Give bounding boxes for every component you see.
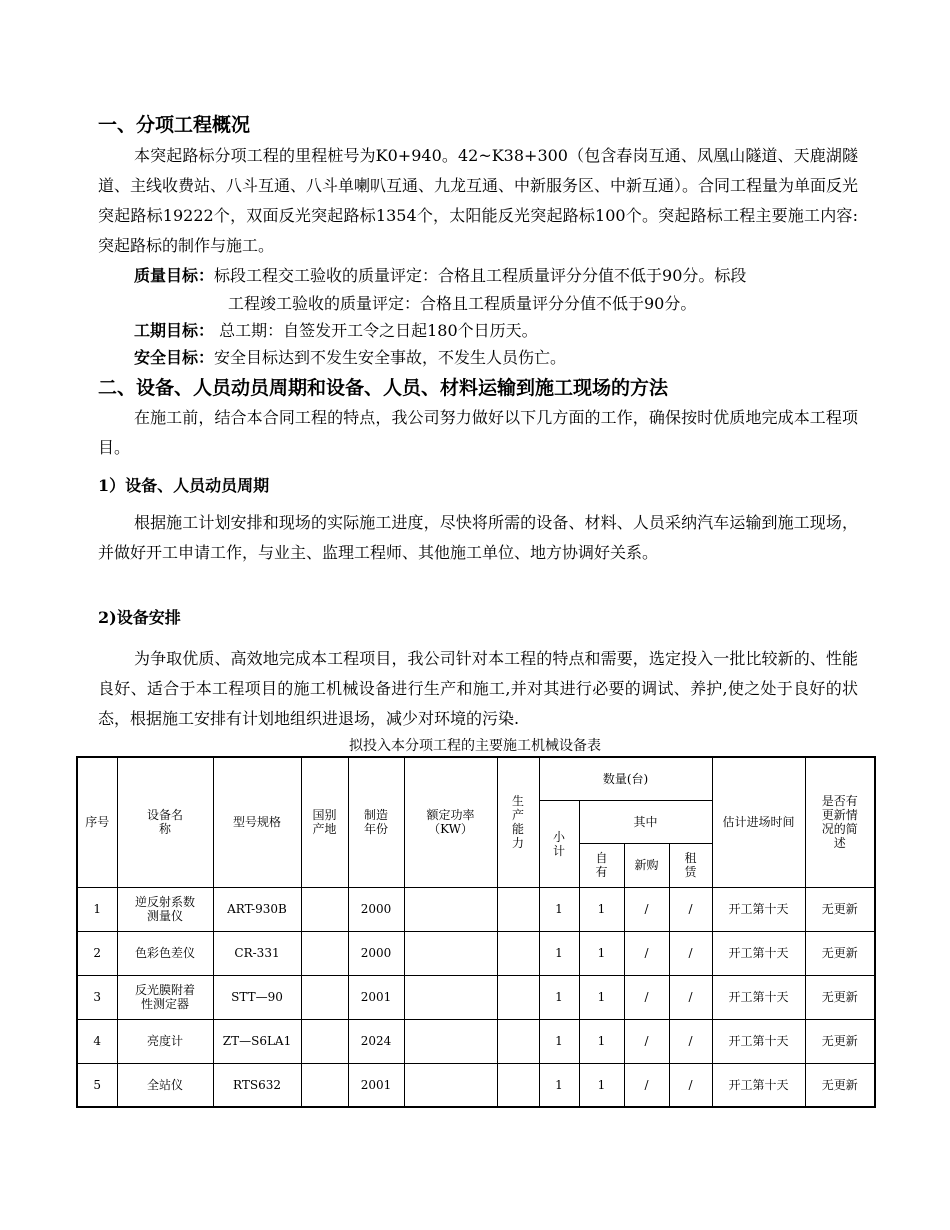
cell-model: CR-331 <box>213 931 301 975</box>
cell-year: 2001 <box>348 1063 404 1107</box>
cell-capacity <box>497 1063 539 1107</box>
header-origin: 国别产地 <box>301 757 348 887</box>
cell-entry: 开工第十天 <box>712 1063 805 1107</box>
header-subtotal: 小计 <box>539 800 579 887</box>
header-quantity: 数量(台) <box>539 757 712 800</box>
header-no: 序号 <box>77 757 117 887</box>
cell-no: 2 <box>77 931 117 975</box>
cell-lease: / <box>669 1063 712 1107</box>
header-name: 设备名称 <box>117 757 213 887</box>
cell-year: 2024 <box>348 1019 404 1063</box>
cell-capacity <box>497 975 539 1019</box>
subsection2-text: 为争取优质、高效地完成本工程项目，我公司针对本工程的特点和需要，选定投入一批比较新的、性能良好、适合于本工程项目的施工机械设备进行生产和施工,并对其进行必要的调试、养护,使之处于良好的状态，根据施工安排有计划地组织进退场，减少对环境的污染. <box>98 649 858 728</box>
cell-year: 2000 <box>348 887 404 931</box>
cell-model: ZT—S6LA1 <box>213 1019 301 1063</box>
cell-entry: 开工第十天 <box>712 931 805 975</box>
cell-own: 1 <box>579 1019 624 1063</box>
cell-own: 1 <box>579 887 624 931</box>
quality-goal-label: 质量目标： <box>134 266 215 285</box>
cell-no: 1 <box>77 887 117 931</box>
cell-updated: 无更新 <box>805 975 875 1019</box>
equipment-table <box>76 756 876 1108</box>
cell-name: 反光膜附着性测定器 <box>117 975 213 1019</box>
cell-subtotal: 1 <box>539 887 579 931</box>
header-model: 型号规格 <box>213 757 301 887</box>
safety-goal <box>134 343 566 373</box>
cell-year: 2001 <box>348 975 404 1019</box>
cell-new: / <box>624 975 669 1019</box>
cell-subtotal: 1 <box>539 931 579 975</box>
cell-new: / <box>624 887 669 931</box>
cell-updated: 无更新 <box>805 931 875 975</box>
cell-origin <box>301 1019 348 1063</box>
cell-new: / <box>624 931 669 975</box>
table-row <box>77 887 875 931</box>
section2-heading: 二、设备、人员动员周期和设备、人员、材料运输到施工现场的方法 <box>98 377 669 399</box>
subsection1-heading: 1）设备、人员动员周期 <box>98 476 270 495</box>
cell-no: 5 <box>77 1063 117 1107</box>
cell-own: 1 <box>579 975 624 1019</box>
header-updated: 是否有更新情况的简述 <box>805 757 875 887</box>
quality-goal-continued: 工程竣工验收的质量评定：合格且工程质量评分分值不低于90分。 <box>228 294 697 313</box>
cell-new: / <box>624 1063 669 1107</box>
cell-year: 2000 <box>348 931 404 975</box>
cell-power <box>404 931 497 975</box>
cell-subtotal: 1 <box>539 1063 579 1107</box>
cell-origin <box>301 887 348 931</box>
header-new: 新购 <box>624 843 669 887</box>
cell-updated: 无更新 <box>805 1019 875 1063</box>
cell-lease: / <box>669 931 712 975</box>
cell-lease: / <box>669 975 712 1019</box>
cell-new: / <box>624 1019 669 1063</box>
quality-goal <box>134 261 746 291</box>
cell-name: 全站仪 <box>117 1063 213 1107</box>
section2-intro: 在施工前，结合本合同工程的特点，我公司努力做好以下几方面的工作，确保按时优质地完成本工程项目。 <box>98 408 858 457</box>
cell-entry: 开工第十天 <box>712 887 805 931</box>
cell-own: 1 <box>579 1063 624 1107</box>
cell-subtotal: 1 <box>539 975 579 1019</box>
header-own: 自有 <box>579 843 624 887</box>
cell-entry: 开工第十天 <box>712 1019 805 1063</box>
cell-origin <box>301 1063 348 1107</box>
quality-goal-line1: 标段工程交工验收的质量评定：合格且工程质量评分分值不低于90分。标段 <box>214 266 747 285</box>
table-header-row-1 <box>77 757 875 800</box>
cell-subtotal: 1 <box>539 1019 579 1063</box>
cell-name: 色彩色差仪 <box>117 931 213 975</box>
cell-entry: 开工第十天 <box>712 975 805 1019</box>
header-of-which: 其中 <box>579 800 712 843</box>
cell-model: ART-930B <box>213 887 301 931</box>
header-power: 额定功率（KW） <box>404 757 497 887</box>
cell-model: RTS632 <box>213 1063 301 1107</box>
schedule-goal-text: 总工期：自签发开工令之日起180个日历天。 <box>214 321 538 340</box>
cell-capacity <box>497 1019 539 1063</box>
cell-name: 亮度计 <box>117 1019 213 1063</box>
cell-power <box>404 975 497 1019</box>
table-row <box>77 931 875 975</box>
cell-name: 逆反射系数测量仪 <box>117 887 213 931</box>
cell-model: STT—90 <box>213 975 301 1019</box>
cell-lease: / <box>669 887 712 931</box>
schedule-goal-label: 工期目标： <box>134 321 215 340</box>
cell-lease: / <box>669 1019 712 1063</box>
table-row <box>77 1019 875 1063</box>
cell-updated: 无更新 <box>805 1063 875 1107</box>
table-row <box>77 975 875 1019</box>
section1-heading: 一、分项工程概况 <box>98 114 251 136</box>
table-row <box>77 1063 875 1107</box>
cell-no: 3 <box>77 975 117 1019</box>
schedule-goal <box>134 316 538 346</box>
subsection1-text: 根据施工计划安排和现场的实际施工进度，尽快将所需的设备、材料、人员采纳汽车运输到施工现场，并做好开工申请工作，与业主、监理工程师、其他施工单位、地方协调好关系。 <box>98 513 858 562</box>
table-caption: 拟投入本分项工程的主要施工机械设备表 <box>349 738 601 754</box>
header-capacity: 生产能力 <box>497 757 539 887</box>
header-year: 制造年份 <box>348 757 404 887</box>
safety-goal-label: 安全目标： <box>134 348 215 367</box>
cell-power <box>404 1019 497 1063</box>
cell-origin <box>301 975 348 1019</box>
section1-intro: 本突起路标分项工程的里程桩号为K0+940。42~K38+300（包含春岗互通、凤凰山隧道、天鹿湖隧道、主线收费站、八斗互通、八斗单喇叭互通、九龙互通、中新服务区、中新互通）。合同工程量为单面反光突起路标19222个，双面反光突起路标1354个，太阳能反光突起路标100个。突起路标工程主要施工内容: 突起路标的制作与施工。 <box>98 146 859 255</box>
cell-origin <box>301 931 348 975</box>
safety-goal-text: 安全目标达到不发生安全事故，不发生人员伤亡。 <box>214 348 567 367</box>
cell-own: 1 <box>579 931 624 975</box>
cell-capacity <box>497 931 539 975</box>
subsection2-heading: 2)设备安排 <box>98 608 181 627</box>
cell-power <box>404 887 497 931</box>
cell-no: 4 <box>77 1019 117 1063</box>
cell-power <box>404 1063 497 1107</box>
cell-capacity <box>497 887 539 931</box>
header-entry: 估计进场时间 <box>712 757 805 887</box>
header-lease: 租赁 <box>669 843 712 887</box>
cell-updated: 无更新 <box>805 887 875 931</box>
